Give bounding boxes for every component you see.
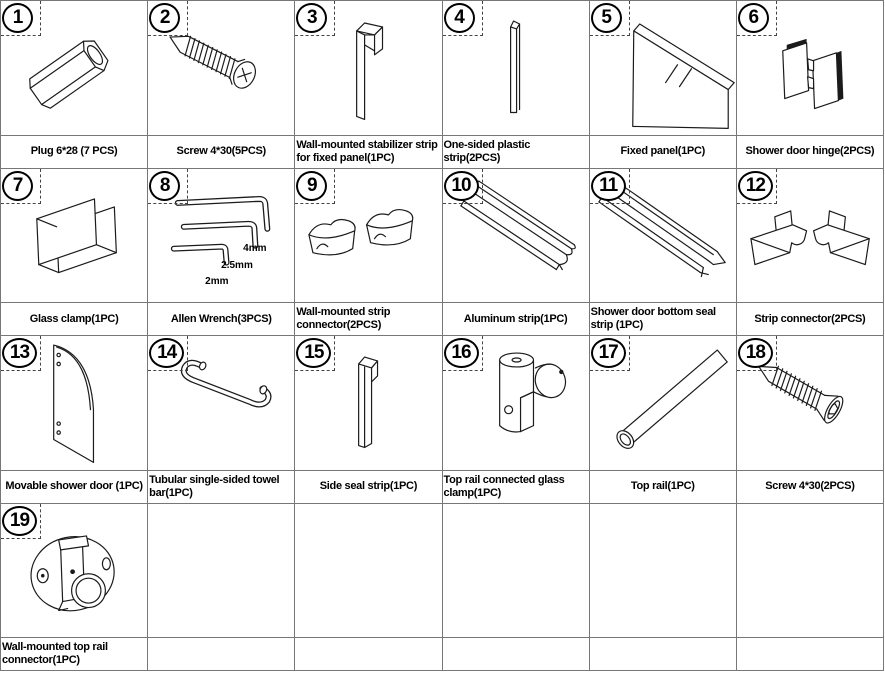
part-label-row: [1, 470, 147, 503]
part-number-box: [590, 336, 630, 371]
part-art-5: [590, 1, 736, 135]
part-label-row: [148, 135, 294, 168]
empty-label: [443, 637, 589, 670]
part-label: Strip connector(2PCS): [754, 312, 866, 325]
part-number-badge: 7: [2, 171, 33, 201]
part-number-badge: 1: [2, 3, 33, 33]
part-cell-10: [443, 169, 590, 337]
part-cell-6: [737, 1, 884, 169]
part-number-badge: 16: [444, 338, 479, 368]
empty-label: [590, 637, 736, 670]
part-art-1: [1, 1, 147, 135]
part-label: Fixed panel(1PC): [620, 145, 705, 158]
part-art-13: [1, 336, 147, 470]
part-label-row: [737, 470, 883, 503]
part-label: Glass clamp(1PC): [29, 312, 119, 325]
part-label: Shower door hinge(2PCS): [745, 145, 875, 158]
part-number-box: [1, 169, 41, 204]
part-number-box: [1, 336, 41, 371]
part-number-box: [148, 1, 188, 36]
part-number-box: [590, 169, 630, 204]
part-label: Shower door bottom seal strip (1PC): [590, 306, 716, 331]
part-label: Allen Wrench(3PCS): [170, 312, 272, 325]
part-number-badge: 15: [296, 338, 331, 368]
part-number-badge: 3: [296, 3, 327, 33]
empty-label: [148, 637, 294, 670]
part-cell-12: [737, 169, 884, 337]
part-art-8: [148, 169, 294, 303]
part-number-badge: 17: [591, 338, 626, 368]
wrench-size-label: 2.5mm: [221, 259, 253, 271]
part-label-row: [443, 470, 589, 503]
part-art-10: [443, 169, 589, 303]
part-number-badge: 8: [149, 171, 180, 201]
part-number-badge: 19: [2, 506, 37, 536]
part-number-badge: 4: [444, 3, 475, 33]
part-label-row: [148, 302, 294, 335]
part-number-box: [590, 1, 630, 36]
part-art-9: [295, 169, 441, 303]
part-label-row: [1, 302, 147, 335]
part-number-badge: 18: [738, 338, 773, 368]
wrench-size-label: 4mm: [243, 242, 267, 254]
part-cell-1: [1, 1, 148, 169]
part-number-box: [295, 169, 335, 204]
part-label: Top rail connected glass clamp(1PC): [443, 473, 565, 499]
part-art-18: [737, 336, 883, 470]
part-art-12: [737, 169, 883, 303]
part-label-row: [148, 470, 294, 503]
empty-cell: [590, 504, 737, 672]
part-cell-2: [148, 1, 295, 169]
part-cell-19: [1, 504, 148, 672]
part-label: Side seal strip(1PC): [319, 480, 418, 493]
empty-cell: [295, 504, 442, 672]
part-number-box: [1, 504, 41, 539]
part-art-6: [737, 1, 883, 135]
part-number-box: [737, 336, 777, 371]
part-number-badge: 14: [149, 338, 184, 368]
empty-art: [295, 504, 441, 638]
part-label: Movable shower door (1PC): [5, 480, 143, 493]
part-number-badge: 10: [444, 171, 479, 201]
part-art-11: [590, 169, 736, 303]
part-label-row: [1, 637, 147, 670]
part-number-box: [148, 336, 188, 371]
part-label: Top rail(1PC): [630, 480, 695, 493]
empty-art: [737, 504, 883, 638]
part-label: Wall-mounted strip connector(2PCS): [296, 306, 391, 331]
part-cell-16: [443, 336, 590, 504]
part-art-3: [295, 1, 441, 135]
part-number-badge: 11: [591, 171, 626, 201]
part-number-badge: 6: [738, 3, 769, 33]
part-art-14: [148, 336, 294, 470]
part-number-badge: 9: [296, 171, 327, 201]
part-label-row: [295, 135, 441, 168]
part-cell-5: [590, 1, 737, 169]
part-number-box: [737, 1, 777, 36]
part-label-row: [590, 302, 736, 335]
part-cell-18: [737, 336, 884, 504]
part-art-2: [148, 1, 294, 135]
part-number-box: [295, 336, 335, 371]
part-cell-13: [1, 336, 148, 504]
part-art-17: [590, 336, 736, 470]
empty-label: [295, 637, 441, 670]
part-cell-15: [295, 336, 442, 504]
part-art-16: [443, 336, 589, 470]
part-label-row: [295, 470, 441, 503]
empty-cell: [737, 504, 884, 672]
part-number-badge: 5: [591, 3, 622, 33]
part-label-row: [295, 302, 441, 335]
part-number-box: [1, 1, 41, 36]
part-label: Screw 4*30(2PCS): [765, 480, 855, 493]
part-cell-9: [295, 169, 442, 337]
part-number-box: [295, 1, 335, 36]
part-cell-17: [590, 336, 737, 504]
part-cell-7: [1, 169, 148, 337]
part-label: Plug 6*28 (7 PCS): [30, 145, 118, 158]
empty-cell: [443, 504, 590, 672]
part-label: One-sided plastic strip(2PCS): [443, 138, 531, 164]
wrench-size-label: 2mm: [205, 275, 229, 287]
part-number-box: [443, 336, 483, 371]
part-label-row: [737, 302, 883, 335]
part-label-row: [1, 135, 147, 168]
empty-label: [737, 637, 883, 670]
part-label-row: [443, 302, 589, 335]
part-label: Wall-mounted top rail connector(1PC): [2, 641, 108, 666]
part-label: Aluminum strip(1PC): [463, 312, 568, 325]
part-cell-14: [148, 336, 295, 504]
part-cell-3: [295, 1, 442, 169]
part-number-badge: 2: [149, 3, 180, 33]
part-number-badge: 12: [738, 171, 773, 201]
empty-art: [590, 504, 736, 638]
part-number-badge: 13: [2, 338, 37, 368]
part-number-box: [443, 1, 483, 36]
empty-cell: [148, 504, 295, 672]
empty-art: [443, 504, 589, 638]
part-cell-4: [443, 1, 590, 169]
part-art-4: [443, 1, 589, 135]
part-label-row: [590, 470, 736, 503]
part-art-7: [1, 169, 147, 303]
part-label: Wall-mounted stabilizer strip for fixed panel(1PC): [296, 138, 438, 164]
part-number-box: [737, 169, 777, 204]
part-number-box: [148, 169, 188, 204]
part-label: Tubular single-sided towel bar(1PC): [149, 473, 280, 499]
part-label-row: [737, 135, 883, 168]
part-number-box: [443, 169, 483, 204]
part-label-row: [443, 135, 589, 168]
part-cell-8: [148, 169, 295, 337]
part-label-row: [590, 135, 736, 168]
part-art-15: [295, 336, 441, 470]
part-cell-11: [590, 169, 737, 337]
part-label: Screw 4*30(5PCS): [176, 145, 266, 158]
empty-art: [148, 504, 294, 638]
part-art-19: [1, 504, 147, 638]
